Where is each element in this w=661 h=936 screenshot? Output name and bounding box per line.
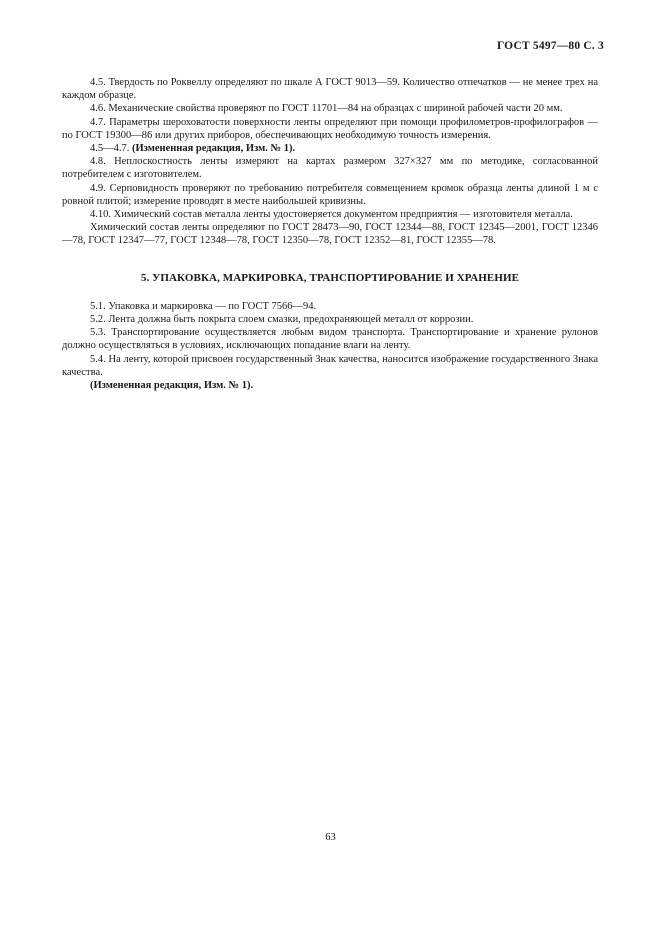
section-5-paragraphs (62, 300, 598, 392)
paragraph-text: 5.3. Транспортирование осуществляется любым видом транспорта. Транспортирование и хранение рулонов должно осуществляться в условиях, исключающих попадание влаги на ленту. (62, 327, 598, 352)
paragraph-text: 4.7. Параметры шероховатости поверхности ленты определяют при помощи профилометров-профилографов — по ГОСТ 19300—86 или других приборов, обеспечивающих необходимую точность измерения. (62, 116, 598, 141)
paragraph-text: 4.5—4.7. (90, 143, 132, 155)
paragraph (62, 313, 598, 326)
section-5-title: 5. УПАКОВКА, МАРКИРОВКА, ТРАНСПОРТИРОВАНИЕ И ХРАНЕНИЕ (140, 271, 520, 284)
paragraph (62, 300, 598, 313)
paragraph-text: 4.8. Неплоскостность ленты измеряют на картах размером 327×327 мм по методике, согласованной потребителем с изготовителем. (62, 156, 598, 181)
paragraph (62, 102, 598, 115)
paragraph-text: 4.5. Твердость по Роквеллу определяют по шкале А ГОСТ 9013—59. Количество отпечатков — не менее трех на каждом образце. (62, 77, 598, 102)
paragraph-text: 5.1. Упаковка и маркировка — по ГОСТ 7566—94. (90, 300, 317, 312)
paragraph (62, 326, 598, 352)
section-4-paragraphs (62, 76, 598, 248)
paragraph (62, 155, 598, 181)
paragraph-text: 5.4. На ленту, которой присвоен государственный Знак качества, наносится изображение государственного Знака качества. (62, 353, 598, 378)
paragraph-text: Химический состав ленты определяют по ГОСТ 28473—90, ГОСТ 12344—88, ГОСТ 12345—2001, ГОСТ 12346—78, ГОСТ 12347—77, ГОСТ 12348—78, ГОСТ 12350—78, ГОСТ 12352—81, ГОСТ 12355—78. (62, 222, 598, 247)
document-body (62, 76, 598, 392)
paragraph-text: 4.6. Механические свойства проверяют по ГОСТ 11701—84 на образцах с шириной рабочей части 20 мм. (90, 103, 563, 115)
paragraph (62, 182, 598, 208)
amendment-note: (Измененная редакция, Изм. № 1). (132, 143, 296, 155)
paragraph (62, 116, 598, 142)
paragraph (62, 221, 598, 247)
paragraph-text: (Измененная редакция, Изм. № 1). (90, 380, 254, 392)
paragraph (62, 208, 598, 221)
document-header: ГОСТ 5497—80 С. 3 (496, 40, 604, 52)
paragraph (62, 379, 598, 392)
paragraph (62, 76, 598, 102)
paragraph (62, 142, 598, 155)
page-number: 63 (325, 832, 336, 843)
paragraph-text: 4.9. Серповидность проверяют по требованию потребителя совмещением кромок образца ленты длиной 1 м с ровной плитой; измерение проводят в месте наибольшей кривизны. (62, 182, 598, 207)
paragraph-text: 4.10. Химический состав металла ленты удостоверяется документом предприятия — изготовителя металла. (90, 209, 573, 221)
paragraph-text: 5.2. Лента должна быть покрыта слоем смазки, предохраняющей металл от коррозии. (90, 314, 474, 326)
paragraph (62, 353, 598, 379)
